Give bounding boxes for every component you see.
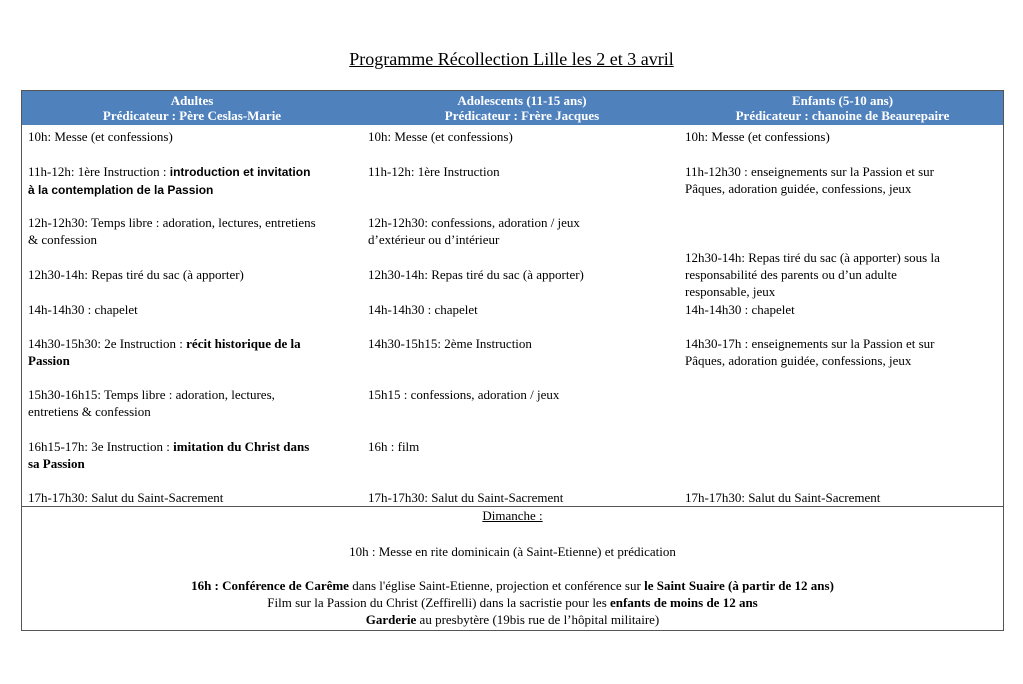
enfants-row-6: 14h30-17h : enseignements sur la Passion et sur Pâques, adoration guidée, confessions, jeux: [685, 336, 935, 368]
header-ados: [362, 93, 682, 123]
adultes-row-3: 12h-12h30: Temps libre : adoration, lectures, entretiens & confession: [28, 215, 316, 247]
enfants-row-1: 10h: Messe (et confessions): [685, 129, 830, 144]
adultes-row-4: 12h30-14h: Repas tiré du sac (à apporter): [28, 267, 244, 282]
ados-row-8: 16h : film: [368, 439, 420, 454]
column-preacher: Prédicateur : Père Ceslas-Marie: [102, 108, 282, 123]
column-name: Adolescents (11-15 ans): [457, 93, 587, 108]
adultes-row-1: 10h: Messe (et confessions): [28, 129, 173, 144]
adultes-row-8: 16h15-17h: 3e Instruction : imitation du Christ dans sa Passion: [28, 439, 310, 471]
column-name: Adultes: [170, 93, 214, 108]
dimanche-mass: 10h : Messe en rite dominicain (à Saint-Etienne) et prédication: [349, 544, 676, 559]
dimanche-label: Dimanche :: [482, 508, 543, 523]
enfants-row-5: 14h-14h30 : chapelet: [685, 302, 795, 317]
adultes-row-7: 15h30-16h15: Temps libre : adoration, lectures, entretiens & confession: [28, 387, 275, 419]
adultes-row-9: 17h-17h30: Salut du Saint-Sacrement: [28, 490, 224, 505]
dimanche-garderie: Garderie au presbytère (19bis rue de l’hôpital militaire): [365, 612, 660, 627]
column-preacher: Prédicateur : Frère Jacques: [444, 108, 600, 123]
adultes-row-2: 11h-12h: 1ère Instruction : introduction et invitation à la contemplation de la Passion: [28, 164, 311, 197]
column-preacher: Prédicateur : chanoine de Beaurepaire: [735, 108, 950, 123]
page-title: Programme Récollection Lille les 2 et 3 avril: [349, 49, 674, 69]
adultes-row-5: 14h-14h30 : chapelet: [28, 302, 138, 317]
ados-row-3: 12h-12h30: confessions, adoration / jeux d’extérieur ou d’intérieur: [368, 215, 580, 247]
ados-row-2: 11h-12h: 1ère Instruction: [368, 164, 500, 179]
adultes-row-6: 14h30-15h30: 2e Instruction : récit historique de la Passion: [28, 336, 301, 368]
ados-row-6: 14h30-15h15: 2ème Instruction: [368, 336, 532, 351]
ados-row-1: 10h: Messe (et confessions): [368, 129, 513, 144]
schedule-table: [21, 90, 1004, 631]
enfants-row-9: 17h-17h30: Salut du Saint-Sacrement: [685, 490, 881, 505]
header-adultes: [22, 93, 362, 123]
column-name: Enfants (5-10 ans): [791, 93, 894, 108]
ados-row-4: 12h30-14h: Repas tiré du sac (à apporter): [368, 267, 584, 282]
dimanche-film: Film sur la Passion du Christ (Zeffirelli) dans la sacristie pour les enfants de moins de 12 ans: [267, 595, 758, 610]
enfants-row-2: 11h-12h30 : enseignements sur la Passion et sur Pâques, adoration guidée, confessions, jeux: [685, 164, 935, 196]
ados-row-9: 17h-17h30: Salut du Saint-Sacrement: [368, 490, 564, 505]
header-enfants: [682, 93, 1003, 123]
ados-row-5: 14h-14h30 : chapelet: [368, 302, 478, 317]
table-header: [22, 91, 1003, 125]
ados-row-7: 15h15 : confessions, adoration / jeux: [368, 387, 560, 402]
dimanche-conference: 16h : Conférence de Carême dans l'église Saint-Etienne, projection et conférence sur le Saint Suaire (à partir de 12 ans): [191, 578, 834, 593]
enfants-row-4: 12h30-14h: Repas tiré du sac (à apporter) sous la responsabilité des parents ou d’un adulte responsable, jeux: [685, 250, 940, 299]
